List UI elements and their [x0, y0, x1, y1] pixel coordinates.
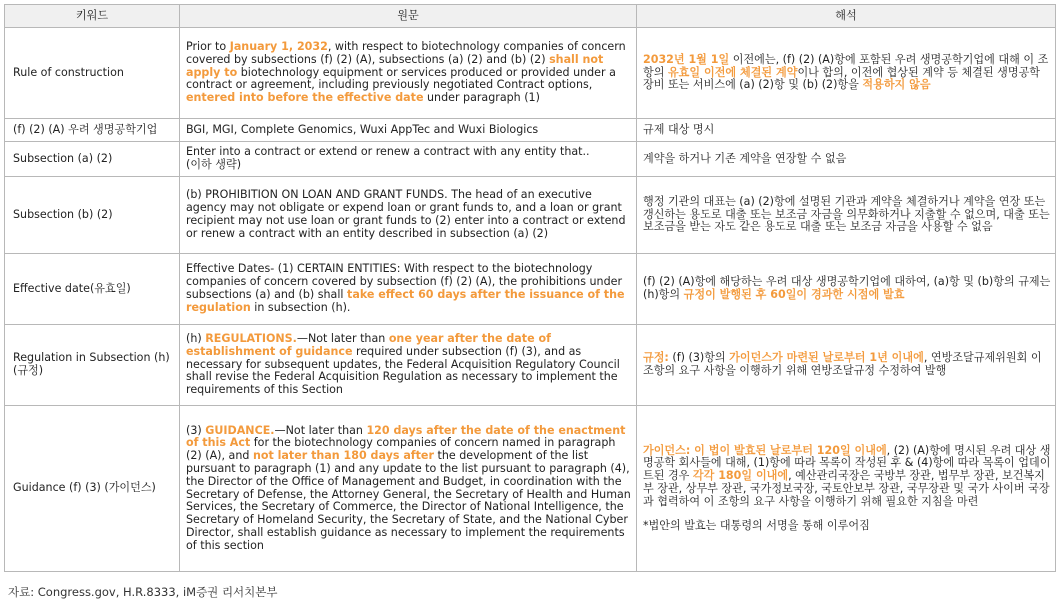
highlight-text: 120 days after the date of the enactment of this Act [186, 423, 626, 450]
keyword-cell: Subsection (b) (2) [5, 177, 180, 254]
original-cell: BGI, MGI, Complete Genomics, Wuxi AppTec and Wuxi Biologics [180, 119, 637, 142]
original-text: Enter into a contract or extend or renew a contract with any entity that.. [186, 145, 590, 159]
highlight-text: 규정: [643, 351, 669, 365]
table-row [5, 119, 1056, 142]
interpretation-text: (f) (2) (A)항에 해당하는 우려 대상 생명공학기업에 대하여, (a)항 및 (b)항의 규제는 (h)항의 [643, 275, 1051, 301]
highlight-text: 2032년 1월 1일 [643, 52, 730, 66]
original-cell [180, 325, 637, 406]
table-row [5, 142, 1056, 177]
highlight-text: not later than 180 days after [252, 449, 434, 463]
interpretation-cell [637, 254, 1056, 325]
keyword-text: Regulation in Subsection (h) [13, 351, 170, 365]
original-text: (3) [186, 423, 206, 437]
original-cell [180, 142, 637, 177]
original-text: Prior to [186, 40, 230, 53]
original-text: , with respect to biotechnology companies of concern covered by subsections (f) (2) (A), subsections (a) (2) and (b) (2) [186, 40, 626, 66]
interpretation-cell [637, 406, 1056, 572]
header-interpretation: 해석 [637, 5, 1056, 28]
interpretation-cell [637, 28, 1056, 119]
original-text: (이하 생략) [186, 158, 242, 171]
highlight-text: January 1, 2032 [229, 40, 328, 53]
original-cell [180, 406, 637, 572]
interpretation-text: , 연방조달규제위원회 이 조항의 요구 사항을 이행하기 위해 연방조달규정 수정하여 발행 [643, 351, 1042, 377]
interpretation-text: 이전에는, (f) (2) (A)항에 포함된 우려 생명공학기업에 대해 이 조항의 [643, 52, 1049, 79]
interpretation-text: (f) (3)항의 [668, 351, 730, 365]
original-cell [180, 254, 637, 325]
interpretation-text: 이나 합의, 이전에 협상된 계약 등 체결된 생명공학 장비 또는 서비스에 (a) (2)항 및 (b) (2)항을 [643, 65, 1040, 92]
highlight-text: 유효일 이전에 체결된 계약 [667, 65, 798, 79]
table-row [5, 28, 1056, 119]
original-text: in subsection (h). [250, 300, 351, 314]
highlight-text: 적용하지 않음 [862, 78, 931, 92]
table-row [5, 254, 1056, 325]
keyword-cell: Guidance (f) (3) (가이던스) [5, 406, 180, 572]
highlight-text: take effect 60 days after the issuance of the regulation [186, 288, 625, 314]
keyword-cell [5, 325, 180, 406]
interpretation-text: , (2) (A)항에 명시된 우려 대상 생명공학 회사들에 대해, (1)항에 따라 목록이 작성된 후 & (4)항에 따라 목록이 업데이트된 경우 [643, 443, 1051, 483]
original-text: —Not later than [274, 423, 367, 437]
comparison-table [4, 4, 1056, 572]
header-original: 원문 [180, 5, 637, 28]
original-text: (h) [186, 332, 206, 345]
keyword-cell: Subsection (a) (2) [5, 142, 180, 177]
original-text: Effective Dates- (1) CERTAIN ENTITIES: With respect to the biotechnology companies of concern covered by subsection (f) (2) (A), the prohibitions under subsections (a) and (b) shall [186, 262, 623, 301]
original-text: for the biotechnology companies of concern named in paragraph (2) (A), and [186, 436, 616, 463]
highlight-text: entered into before the effective date [186, 91, 424, 105]
table-row [5, 406, 1056, 572]
interpretation-cell: 계약을 하거나 기존 계약을 연장할 수 없음 [637, 142, 1056, 177]
header-keyword: 키워드 [5, 5, 180, 28]
original-text: biotechnology equipment or services produced or provided under a contract or agreement, including previously negotiated Contract options, [186, 65, 616, 92]
interpretation-cell: 행정 기관의 대표는 (a) (2)항에 설명된 기관과 계약을 체결하거나 계약을 연장 또는 갱신하는 용도로 대출 또는 보조금 자금을 의무화하거나 지출할 수 없으며, 대출 또는 보조금을 받는 자도 같은 용도로 대출 또는 보조금 자금을 사용할 수 없음 [637, 177, 1056, 254]
keyword-cell: Effective date(유효일) [5, 254, 180, 325]
original-text: —Not later than [296, 332, 389, 345]
interpretation-cell [637, 325, 1056, 406]
highlight-text: REGULATIONS. [205, 332, 297, 345]
highlight-text: 가이던스가 마련된 날로부터 1년 이내에 [729, 351, 924, 365]
keyword-cell: (f) (2) (A) 우려 생명공학기업 [5, 119, 180, 142]
keyword-text: (규정) [13, 364, 44, 377]
original-cell: (b) PROHIBITION ON LOAN AND GRANT FUNDS. The head of an executive agency may not obligate or expend loan or grant funds to, and a loan or grant recipient may not use loan or grant funds to (2) enter into a contract or extend or renew a contract with an entity described in subsection (a) (2) [180, 177, 637, 254]
table-header-row [5, 5, 1056, 28]
keyword-cell: Rule of construction [5, 28, 180, 119]
highlight-text: GUIDANCE. [205, 423, 275, 437]
original-text: the development of the list pursuant to paragraph (1) and any update to the list pursuant to paragraph (4), the Director of the Office of Management and Budget, in coordination with the Secretary of Defense, the Attorney General, the Secretary of Health and Human Services, the Secretary of Commerce, the Director of National Intelligence, the Secretary of Homeland Security, the Secretary of State, and the National Cyber Director, shall establish guidance as necessary to implement the requirements of this section [186, 449, 631, 552]
table-row [5, 325, 1056, 406]
highlight-text: 각각 180일 이내에 [692, 469, 789, 483]
footnote-text: *법안의 발효는 대통령의 서명을 통해 이루어짐 [643, 518, 870, 532]
table-row [5, 177, 1056, 254]
original-text: required under subsection (f) (3), and as necessary for subsequent updates, the Federal Acquisition Regulatory Council shall revise the Federal Acquisition Regulation as necessary to implement the requirements of this Section [186, 344, 620, 397]
interpretation-cell: 규제 대상 명시 [637, 119, 1056, 142]
highlight-text: shall not apply to [186, 52, 604, 79]
source-caption: 자료: Congress.gov, H.R.8333, iM증권 리서치본부 [8, 585, 278, 599]
highlight-text: 규정이 발행된 후 60일이 경과한 시점에 발효 [683, 288, 905, 301]
highlight-text: 가이던스: 이 법이 발효된 날로부터 120일 이내에 [643, 443, 887, 457]
interpretation-text: , 예산관리국장은 국방부 장관, 법무부 장관, 보건복지부 장관, 상무부 장관, 국가정보국장, 국토안보부 장관, 국무장관 및 국가 사이버 국장과 협력하여 이 조항의 요구 사항을 이행하기 위해 필요한 지침을 마련 [643, 469, 1050, 508]
highlight-text: one year after the date of establishment of guidance [186, 332, 551, 358]
original-text: under paragraph (1) [423, 91, 540, 105]
original-cell [180, 28, 637, 119]
